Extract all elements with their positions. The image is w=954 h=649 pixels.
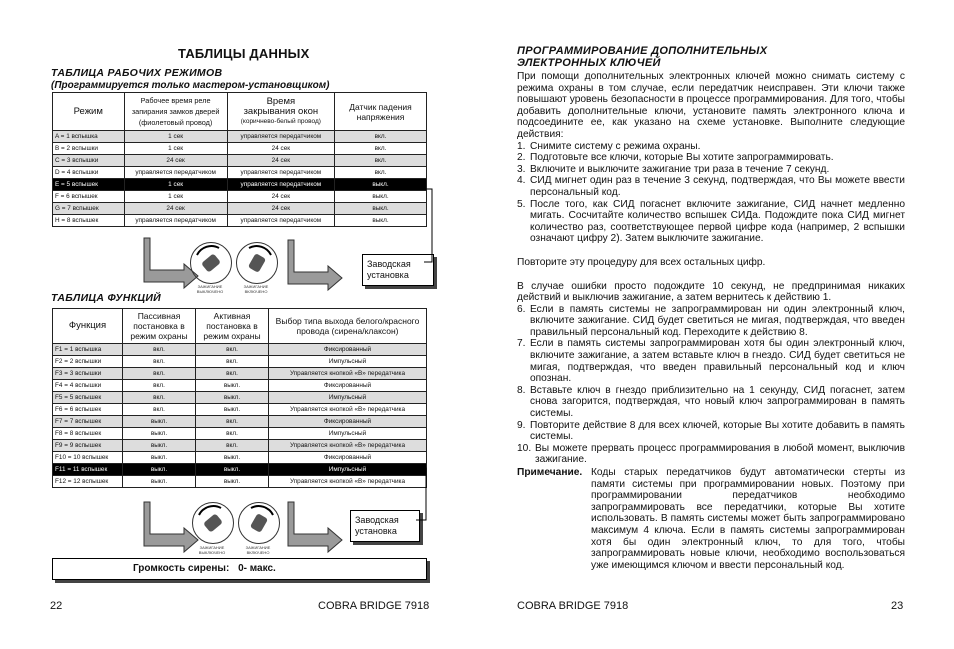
- modes-cell: G = 7 вспышек: [53, 203, 125, 215]
- functions-row: [53, 464, 427, 476]
- list-item: [517, 152, 905, 164]
- modes-cell: вкл.: [335, 167, 427, 179]
- functions-cell: выкл.: [196, 392, 269, 404]
- functions-cell: Фиксированный: [269, 380, 427, 392]
- functions-row: [53, 344, 427, 356]
- list-item: [517, 141, 905, 153]
- arrow-icon: [286, 238, 346, 300]
- modes-header-relay: Рабочее время реле запирания замков дверей (фиолетовый провод): [124, 93, 227, 131]
- modes-cell: 24 сек: [124, 155, 227, 167]
- functions-cell: вкл.: [123, 368, 196, 380]
- list-item-number: 2.: [517, 152, 526, 164]
- list-item-number: 4.: [517, 175, 526, 187]
- footer-left: COBRA BRIDGE 7918: [318, 600, 430, 612]
- modes-cell: управляется передатчиком: [124, 215, 227, 227]
- functions-cell: вкл.: [196, 344, 269, 356]
- functions-cell: вкл.: [123, 392, 196, 404]
- functions-cell: Импульсный: [269, 464, 427, 476]
- functions-cell: Фиксированный: [269, 344, 427, 356]
- list-item-text: Включите и выключите зажигание три раза в течение 7 секунд.: [530, 163, 830, 175]
- functions-cell: выкл.: [123, 440, 196, 452]
- modes-cell: H = 8 вспышек: [53, 215, 125, 227]
- list-item: [517, 304, 905, 339]
- functions-row: [53, 440, 427, 452]
- siren-volume-value: 0- макс.: [238, 563, 276, 574]
- list-item: [517, 385, 905, 420]
- functions-cell: выкл.: [196, 476, 269, 488]
- functions-cell: вкл.: [196, 416, 269, 428]
- functions-cell: Импульсный: [269, 356, 427, 368]
- functions-cell: F6 = 6 вспышек: [53, 404, 123, 416]
- functions-cell: Фиксированный: [269, 452, 427, 464]
- modes-cell: C = 3 вспышки: [53, 155, 125, 167]
- note-label: Примечание.: [517, 467, 583, 478]
- list-item-number: 5.: [517, 198, 526, 210]
- functions-cell: выкл.: [196, 464, 269, 476]
- modes-cell: выкл.: [335, 215, 427, 227]
- modes-cell: 1 сек: [124, 191, 227, 203]
- intro-paragraph: При помощи дополнительных электронных ключей можно снимать систему с режима охраны в том случае, если передатчик неисправен. Эти ключи также повышают уровень безопасности в процессе программирования. Для того, чтобы добавить дополнительные ключи, установите память электронного ключа и подсоедините ее, как указано на схеме установке. Выполните следующие действия:: [517, 71, 905, 140]
- functions-row: [53, 356, 427, 368]
- modes-cell: 24 сек: [227, 155, 334, 167]
- functions-cell: Управляется кнопкой «В» передатчика: [269, 440, 427, 452]
- arrow-icon: [286, 500, 346, 562]
- page-title: ТАБЛИЦЫ ДАННЫХ: [178, 46, 310, 61]
- modes-row: [53, 203, 427, 215]
- functions-cell: вкл.: [123, 356, 196, 368]
- list-item-text: Если в память системы не запрограммирован ни один электронный ключ, включите зажигание. СИД будет светиться не мигая, подтверждая, что введен правильный персональный код. Переходите к действию 8.: [530, 303, 905, 338]
- functions-cell: выкл.: [196, 380, 269, 392]
- modes-header-mode: Режим: [53, 93, 125, 131]
- modes-cell: вкл.: [335, 155, 427, 167]
- functions-row: [53, 428, 427, 440]
- page-number-right: 23: [891, 600, 904, 612]
- functions-table-title: ТАБЛИЦА ФУНКЦИЙ: [51, 292, 162, 304]
- modes-cell: 24 сек: [227, 143, 334, 155]
- functions-cell: выкл.: [123, 476, 196, 488]
- steps-list-2: [517, 304, 905, 466]
- functions-cell: Управляется кнопкой «В» передатчика: [269, 368, 427, 380]
- functions-cell: вкл.: [196, 356, 269, 368]
- list-item-text: Если в память системы запрограммирован хотя бы один электронный ключ, включите зажигание, а затем вставьте ключ в гнездо. СИД будет светиться не мигая, подтверждая, что введен правильный персональный код и ключ опознан.: [530, 338, 905, 385]
- functions-header-output: Выбор типа выхода белого/красного провода (сирена/клаксон): [269, 309, 427, 344]
- repeat-paragraph: Повторите эту процедуру для всех остальных цифр.: [517, 256, 766, 268]
- functions-cell: F12 = 12 вспышек: [53, 476, 123, 488]
- functions-table: [52, 308, 427, 488]
- functions-cell: выкл.: [123, 416, 196, 428]
- modes-cell: F = 6 вспышек: [53, 191, 125, 203]
- modes-cell: 24 сек: [227, 203, 334, 215]
- functions-cell: выкл.: [196, 452, 269, 464]
- modes-cell: выкл.: [335, 203, 427, 215]
- modes-table-subtitle: (Программируется только мастером-установщиком): [51, 80, 330, 91]
- functions-cell: F1 = 1 вспышка: [53, 344, 123, 356]
- list-item-number: 6.: [517, 303, 526, 315]
- list-item-number: 10.: [517, 442, 532, 454]
- list-item-number: 3.: [517, 163, 526, 175]
- modes-cell: E = 5 вспышек: [53, 179, 125, 191]
- modes-cell: B = 2 вспышки: [53, 143, 125, 155]
- functions-cell: F7 = 7 вспышек: [53, 416, 123, 428]
- modes-cell: управляется передатчиком: [124, 167, 227, 179]
- steps-list: [517, 141, 905, 245]
- list-item: [517, 175, 905, 198]
- ignition-on-caption: ЗАЖИГАНИЕ ВКЛЮЧЕНО: [243, 284, 269, 294]
- functions-cell: выкл.: [123, 452, 196, 464]
- footer-right: COBRA BRIDGE 7918: [517, 600, 629, 612]
- ignition-off-caption: ЗАЖИГАНИЕ ВЫКЛЮЧЕНО: [198, 545, 226, 555]
- functions-cell: вкл.: [123, 404, 196, 416]
- functions-row: [53, 380, 427, 392]
- ignition-off-caption: ЗАЖИГАНИЕ ВЫКЛЮЧЕНО: [196, 284, 224, 294]
- siren-volume-box: [52, 558, 427, 580]
- modes-header-voltage: Датчик падения напряжения: [335, 93, 427, 131]
- modes-cell: выкл.: [335, 179, 427, 191]
- functions-cell: Импульсный: [269, 392, 427, 404]
- functions-row: [53, 404, 427, 416]
- modes-cell: управляется передатчиком: [227, 179, 334, 191]
- modes-cell: вкл.: [335, 143, 427, 155]
- functions-cell: вкл.: [123, 380, 196, 392]
- factory-setting-box: Заводская установка: [350, 510, 420, 542]
- modes-table-title: ТАБЛИЦА РАБОЧИХ РЕЖИМОВ: [51, 67, 223, 79]
- modes-cell: вкл.: [335, 131, 427, 143]
- functions-cell: Фиксированный: [269, 416, 427, 428]
- list-item-text: Повторите действие 8 для всех ключей, которые Вы хотите добавить в память системы.: [530, 419, 905, 443]
- functions-cell: F3 = 3 вспышки: [53, 368, 123, 380]
- modes-cell: 24 сек: [227, 191, 334, 203]
- list-item-text: СИД мигнет один раз в течение 3 секунд, подтверждая, что Вы можете ввести персональный код.: [530, 175, 905, 198]
- list-item: [517, 199, 905, 245]
- modes-table: [52, 92, 427, 227]
- functions-cell: F4 = 4 вспышки: [53, 380, 123, 392]
- functions-header-function: Функция: [53, 309, 123, 344]
- functions-cell: F5 = 5 вспышек: [53, 392, 123, 404]
- list-item: [517, 420, 905, 443]
- functions-row: [53, 476, 427, 488]
- ignition-on-caption: ЗАЖИГАНИЕ ВКЛЮЧЕНО: [245, 545, 271, 555]
- modes-cell: 1 сек: [124, 179, 227, 191]
- functions-cell: F11 = 11 вспышек: [53, 464, 123, 476]
- list-item-text: Вы можете прервать процесс программирования в любой момент, выключив зажигание.: [535, 442, 905, 466]
- factory-setting-box: Заводская установка: [362, 254, 434, 286]
- functions-cell: выкл.: [196, 404, 269, 416]
- functions-cell: Импульсный: [269, 428, 427, 440]
- functions-cell: F10 = 10 вспышек: [53, 452, 123, 464]
- modes-row: [53, 155, 427, 167]
- modes-cell: 24 сек: [124, 203, 227, 215]
- error-paragraph: В случае ошибки просто подождите 10 секунд, не предпринимая никаких действий и выключив зажигание, а затем вернитесь к действию 1.: [517, 280, 905, 304]
- modes-cell: управляется передатчиком: [227, 215, 334, 227]
- modes-cell: выкл.: [335, 191, 427, 203]
- list-item: [517, 164, 905, 176]
- functions-cell: F8 = 8 вспышек: [53, 428, 123, 440]
- modes-cell: A = 1 вспышка: [53, 131, 125, 143]
- modes-row: [53, 131, 427, 143]
- list-item-number: 8.: [517, 384, 526, 396]
- note: [517, 467, 905, 571]
- modes-row: [53, 215, 427, 227]
- functions-cell: F2 = 2 вспышки: [53, 356, 123, 368]
- functions-cell: вкл.: [196, 428, 269, 440]
- functions-cell: вкл.: [196, 440, 269, 452]
- siren-volume-label: Громкость сирены:: [133, 563, 230, 574]
- functions-header-active: Активная постановка в режим охраны: [196, 309, 269, 344]
- modes-cell: 1 сек: [124, 131, 227, 143]
- list-item-text: После того, как СИД погаснет включите зажигание, СИД начнет медленно мигать. Сосчитайте количество вспышек СИДа. Подождите пока СИД мигнет количество раз, соответствующее первой цифре кода (например, 2 вспышки означают цифру 2). Затем выключите зажигание.: [530, 198, 905, 245]
- list-item: [517, 443, 905, 466]
- list-item-number: 7.: [517, 338, 526, 350]
- modes-row: [53, 179, 427, 191]
- modes-cell: D = 4 вспышки: [53, 167, 125, 179]
- functions-cell: вкл.: [123, 344, 196, 356]
- right-body: [517, 71, 905, 571]
- list-item: [517, 338, 905, 384]
- functions-row: [53, 368, 427, 380]
- page-number-left: 22: [50, 600, 63, 612]
- modes-cell: управляется передатчиком: [227, 131, 334, 143]
- functions-cell: F9 = 9 вспышек: [53, 440, 123, 452]
- modes-row: [53, 143, 427, 155]
- list-item-text: Вставьте ключ в гнездо приблизительно на 1 секунду, СИД погаснет, затем снова загорится, подтверждая, что новый ключ запрограммирован в память системы.: [530, 384, 905, 420]
- functions-cell: Управляется кнопкой «В» передатчика: [269, 404, 427, 416]
- functions-row: [53, 416, 427, 428]
- modes-cell: управляется передатчиком: [227, 167, 334, 179]
- functions-cell: выкл.: [123, 428, 196, 440]
- functions-header-passive: Пассивная постановка в режим охраны: [123, 309, 196, 344]
- section-title: ПРОГРАММИРОВАНИЕ ДОПОЛНИТЕЛЬНЫХ ЭЛЕКТРОННЫХ КЛЮЧЕЙ: [517, 45, 768, 69]
- modes-row: [53, 191, 427, 203]
- note-text: Коды старых передатчиков будут автоматически стерты из памяти системы при программировании новых. Поэтому при программировании передатчиков необходимо запрограммировать все передатчики, которые Вы хотите использовать. В память системы может быть запрограммировано максимум 4 ключа. Если в память системы запрограммирован хотя бы один электронный ключ, то для того, чтобы запрограммировать новые ключи, необходимо воспользоваться уже имеющимся ключом и ввести персональный код.: [591, 467, 905, 571]
- functions-cell: Управляется кнопкой «В» передатчика: [269, 476, 427, 488]
- list-item-text: Подготовьте все ключи, которые Вы хотите запрограммировать.: [530, 152, 834, 164]
- list-item-number: 9.: [517, 419, 526, 431]
- functions-cell: выкл.: [123, 464, 196, 476]
- list-item-number: 1.: [517, 140, 526, 152]
- modes-header-windows: Время закрывания окон (коричнево-белый провод): [227, 93, 334, 131]
- modes-row: [53, 167, 427, 179]
- functions-row: [53, 452, 427, 464]
- list-item-text: Снимите систему с режима охраны.: [530, 140, 701, 152]
- functions-row: [53, 392, 427, 404]
- functions-cell: вкл.: [196, 368, 269, 380]
- modes-cell: 1 сек: [124, 143, 227, 155]
